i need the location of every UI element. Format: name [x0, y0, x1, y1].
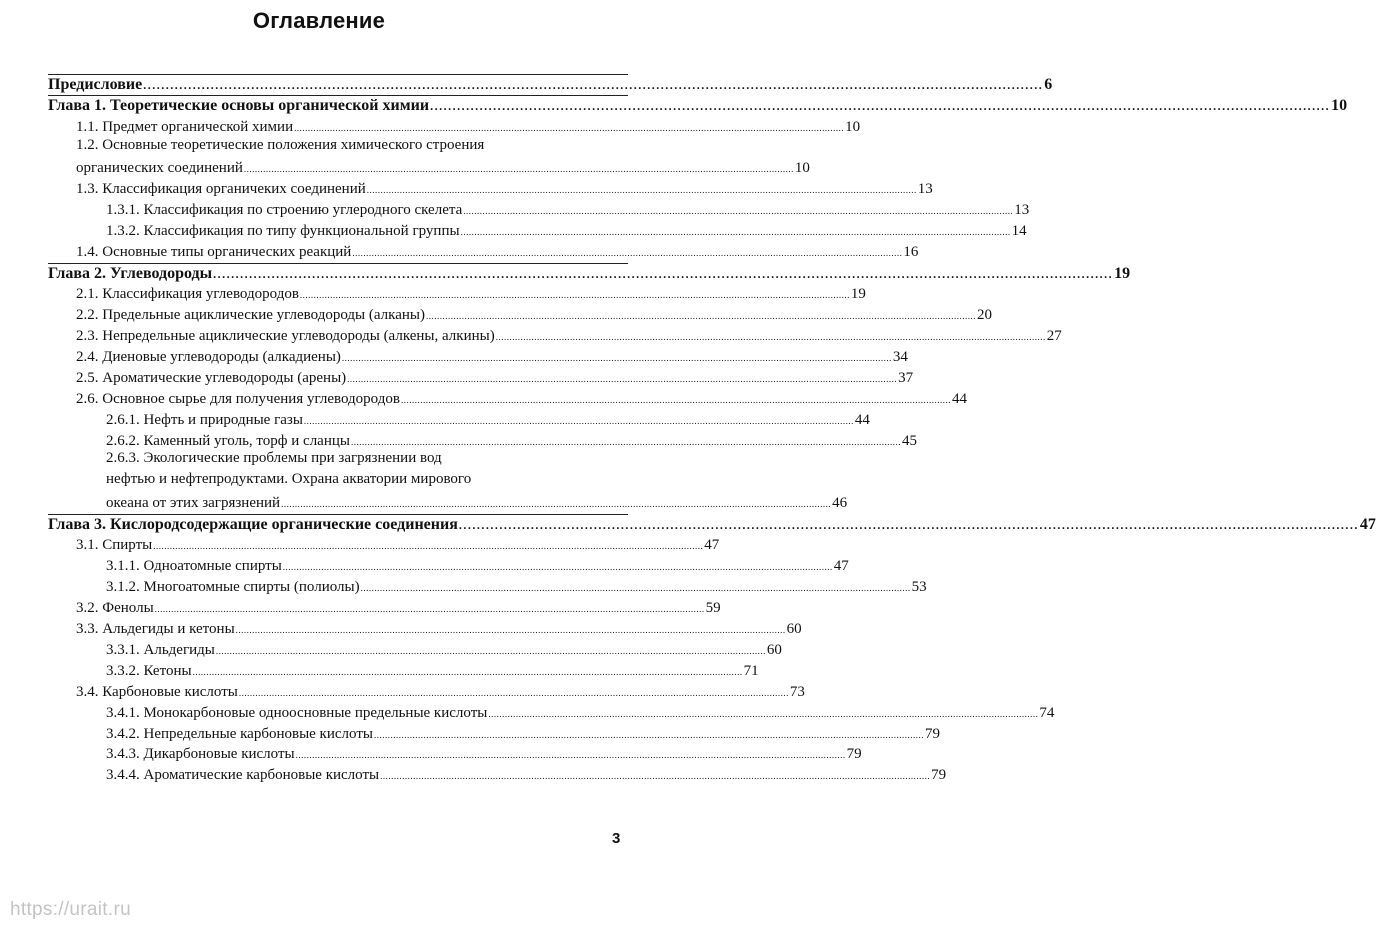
- toc-page-number: 79: [931, 767, 947, 784]
- toc-page-number: 27: [1046, 328, 1062, 344]
- toc-page-number: 53: [911, 579, 927, 596]
- dot-leader: ........................................................................................................................................................................................................: [243, 164, 794, 175]
- toc-entry-title: 2.2. Предельные ациклические углеводороды (алканы): [76, 307, 425, 324]
- dot-leader: ........................................................................................................................................................................................................: [295, 750, 846, 761]
- toc-entry-title: 3.4.2. Непредельные карбоновые кислоты: [106, 725, 373, 742]
- toc-page-number: 79: [846, 746, 862, 763]
- toc-entry[interactable]: [48, 681, 805, 701]
- dot-leader: ........................................................................................................................................................................................................: [153, 541, 704, 552]
- toc-entry[interactable]: [48, 73, 1053, 93]
- toc-page-number: 19: [1114, 264, 1131, 282]
- toc-entry[interactable]: [48, 764, 947, 784]
- dot-leader: ........................................................................................................................................................................................................: [213, 266, 1114, 281]
- toc-page-number: 60: [786, 621, 802, 637]
- dot-leader: ........................................................................................................................................................................................................: [495, 332, 1046, 342]
- toc-entry-title: Предисловие: [48, 76, 143, 93]
- dot-leader: ........................................................................................................................................................................................................: [488, 708, 1039, 719]
- dot-leader: ........................................................................................................................................................................................................: [400, 394, 951, 405]
- dot-leader: ........................................................................................................................................................................................................: [380, 771, 931, 782]
- dot-leader: ........................................................................................................................................................................................................: [458, 518, 1359, 533]
- chapter-rule: [48, 514, 628, 515]
- dot-leader: ........................................................................................................................................................................................................: [143, 78, 1044, 92]
- toc-entry[interactable]: [48, 576, 927, 596]
- toc-entry[interactable]: [48, 743, 862, 763]
- toc-page-number: 44: [854, 411, 870, 428]
- dot-leader: ........................................................................................................................................................................................................: [430, 99, 1331, 114]
- dot-leader: ........................................................................................................................................................................................................: [235, 625, 786, 635]
- watermark[interactable]: https://urait.ru: [10, 899, 131, 920]
- toc-entry[interactable]: [48, 94, 1348, 115]
- toc-entry-title: 1.4. Основные типы органических реакций: [76, 244, 352, 260]
- toc-page-number: 71: [743, 662, 759, 679]
- page-number: 3: [612, 830, 621, 847]
- toc-page-number: 19: [850, 286, 866, 303]
- dot-leader: ........................................................................................................................................................................................................: [303, 415, 854, 426]
- toc-page-number: 47: [704, 537, 720, 554]
- toc-entry[interactable]: [48, 409, 870, 429]
- toc-entry-title: 2.6.1. Нефть и природные газы: [106, 411, 303, 428]
- toc-page-number: 16: [903, 244, 919, 260]
- toc-page-number: 44: [951, 390, 967, 407]
- toc-entry[interactable]: [48, 388, 967, 408]
- toc-entry[interactable]: [48, 325, 1062, 345]
- dot-leader: ........................................................................................................................................................................................................: [341, 352, 892, 363]
- dot-leader: ........................................................................................................................................................................................................: [299, 290, 850, 301]
- dot-leader: ........................................................................................................................................................................................................: [294, 122, 845, 133]
- toc-entry[interactable]: [48, 116, 861, 136]
- toc-page-number: 13: [917, 181, 933, 198]
- dot-leader: ........................................................................................................................................................................................................: [154, 604, 705, 615]
- dot-leader: ........................................................................................................................................................................................................: [215, 645, 766, 656]
- toc-page-number: 34: [892, 348, 908, 365]
- toc-page-number: 6: [1044, 76, 1053, 93]
- toc-entry-title: 3.3.1. Альдегиды: [106, 641, 215, 658]
- toc-entry[interactable]: [48, 304, 992, 324]
- toc-page-number: 37: [898, 369, 914, 386]
- dot-leader: ........................................................................................................................................................................................................: [281, 499, 832, 510]
- toc-entry[interactable]: [48, 513, 1376, 534]
- toc-page-number: 20: [976, 307, 992, 324]
- toc-entry-title: 3.4.4. Ароматические карбоновые кислоты: [106, 767, 380, 784]
- dot-leader: ........................................................................................................................................................................................................: [360, 583, 911, 594]
- chapter-rule: [48, 95, 628, 96]
- toc-entry-line: нефтью и нефтепродуктами. Охрана акватории мирового: [106, 471, 472, 488]
- toc-entry-title: Глава 3. Кислородсодержащие органические соединения: [48, 516, 458, 534]
- toc-entry-title: 1.1. Предмет органической химии: [76, 118, 294, 135]
- toc-entry[interactable]: [48, 220, 1027, 240]
- toc-page-number: 45: [901, 432, 917, 449]
- toc-entry[interactable]: [48, 534, 720, 554]
- toc-entry-title: Глава 1. Теоретические основы органической химии: [48, 97, 430, 115]
- toc-entry-line: 2.6.3. Экологические проблемы при загрязнении вод: [106, 450, 442, 467]
- toc-entry-title: 1.3.1. Классификация по строению углеродного скелета: [106, 202, 463, 219]
- page-title: Оглавление: [252, 8, 386, 33]
- toc-entry-title: 3.1. Спирты: [76, 537, 153, 554]
- toc-entry-title: 2.3. Непредельные ациклические углеводороды (алкены, алкины): [76, 328, 495, 344]
- toc-page-number: 10: [794, 160, 810, 177]
- toc-entry-title: 3.3. Альдегиды и кетоны: [76, 621, 235, 637]
- toc-page-number: 74: [1039, 704, 1055, 721]
- toc-entry-title: 3.1.2. Многоатомные спирты (полиолы): [106, 579, 360, 596]
- toc-entry[interactable]: [48, 702, 1055, 722]
- toc-entry-line: 1.2. Основные теоретические положения химического строения: [76, 136, 485, 153]
- dot-leader: ........................................................................................................................................................................................................: [350, 436, 901, 447]
- toc-entry-title: 3.4.3. Дикарбоновые кислоты: [106, 746, 295, 763]
- dot-leader: ........................................................................................................................................................................................................: [282, 562, 833, 573]
- toc-page-number: 59: [705, 600, 721, 617]
- toc-page-number: 10: [845, 118, 861, 135]
- toc-entry-title: 3.4. Карбоновые кислоты: [76, 683, 238, 700]
- toc-entry-title: 3.2. Фенолы: [76, 600, 154, 617]
- toc-page-number: 14: [1011, 223, 1027, 240]
- toc-entry[interactable]: [48, 555, 849, 575]
- chapter-rule: [48, 74, 628, 75]
- toc-entry-title: 3.1.1. Одноатомные спирты: [106, 558, 282, 575]
- toc-entry[interactable]: [48, 618, 802, 638]
- toc-entry[interactable]: [48, 262, 1131, 282]
- toc-entry-title: 3.3.2. Кетоны: [106, 662, 192, 679]
- dot-leader: ........................................................................................................................................................................................................: [425, 311, 976, 322]
- toc-entry[interactable]: [48, 199, 1030, 219]
- toc-entry[interactable]: [48, 660, 759, 680]
- toc-entry[interactable]: [48, 346, 908, 366]
- dot-leader: ........................................................................................................................................................................................................: [352, 248, 903, 258]
- chapter-rule: [48, 263, 628, 264]
- toc-entry-title: 1.3.2. Классификация по типу функциональной группы: [106, 223, 460, 240]
- toc-entry[interactable]: [48, 157, 810, 177]
- toc-page-number: 73: [789, 683, 805, 700]
- toc-entry[interactable]: [48, 430, 917, 450]
- toc-entry[interactable]: [48, 723, 940, 743]
- toc-entry-title: 2.1. Классификация углеводородов: [76, 286, 299, 303]
- toc-page-number: 46: [832, 495, 848, 512]
- dot-leader: ........................................................................................................................................................................................................: [347, 373, 898, 384]
- toc-entry[interactable]: [48, 178, 933, 198]
- toc-entry-title: 2.6.2. Каменный уголь, торф и сланцы: [106, 432, 350, 449]
- toc-entry[interactable]: [48, 283, 866, 303]
- toc-entry-title: 3.4.1. Монокарбоновые одноосновные предельные кислоты: [106, 704, 488, 721]
- toc-entry[interactable]: [48, 492, 848, 512]
- toc-entry[interactable]: [48, 639, 782, 659]
- dot-leader: ........................................................................................................................................................................................................: [366, 185, 917, 196]
- toc-entry[interactable]: [48, 597, 721, 617]
- toc-page-number: 79: [924, 725, 940, 742]
- toc-entry-title: 2.4. Диеновые углеводороды (алкадиены): [76, 348, 341, 365]
- toc-entry[interactable]: [48, 367, 914, 387]
- toc-page-number: 47: [833, 558, 849, 575]
- dot-leader: ........................................................................................................................................................................................................: [460, 227, 1011, 238]
- toc-entry-title: океана от этих загрязнений: [106, 495, 281, 512]
- toc-entry[interactable]: [48, 241, 919, 261]
- toc-entry-title: 2.5. Ароматические углеводороды (арены): [76, 369, 347, 386]
- dot-leader: ........................................................................................................................................................................................................: [463, 206, 1014, 217]
- toc-entry-title: органических соединений: [76, 160, 243, 177]
- toc-entry-title: 2.6. Основное сырье для получения углеводородов: [76, 390, 400, 407]
- toc-entry-title: 1.3. Классификация органичеких соединений: [76, 181, 366, 198]
- toc-page-number: 47: [1359, 516, 1376, 534]
- toc-page-number: 13: [1014, 202, 1030, 219]
- toc-page-number: 60: [766, 641, 782, 658]
- toc-entry-title: Глава 2. Углеводороды: [48, 264, 213, 282]
- dot-leader: ........................................................................................................................................................................................................: [238, 687, 789, 698]
- dot-leader: ........................................................................................................................................................................................................: [192, 666, 743, 677]
- dot-leader: ........................................................................................................................................................................................................: [373, 729, 924, 740]
- toc-page-number: 10: [1331, 97, 1348, 115]
